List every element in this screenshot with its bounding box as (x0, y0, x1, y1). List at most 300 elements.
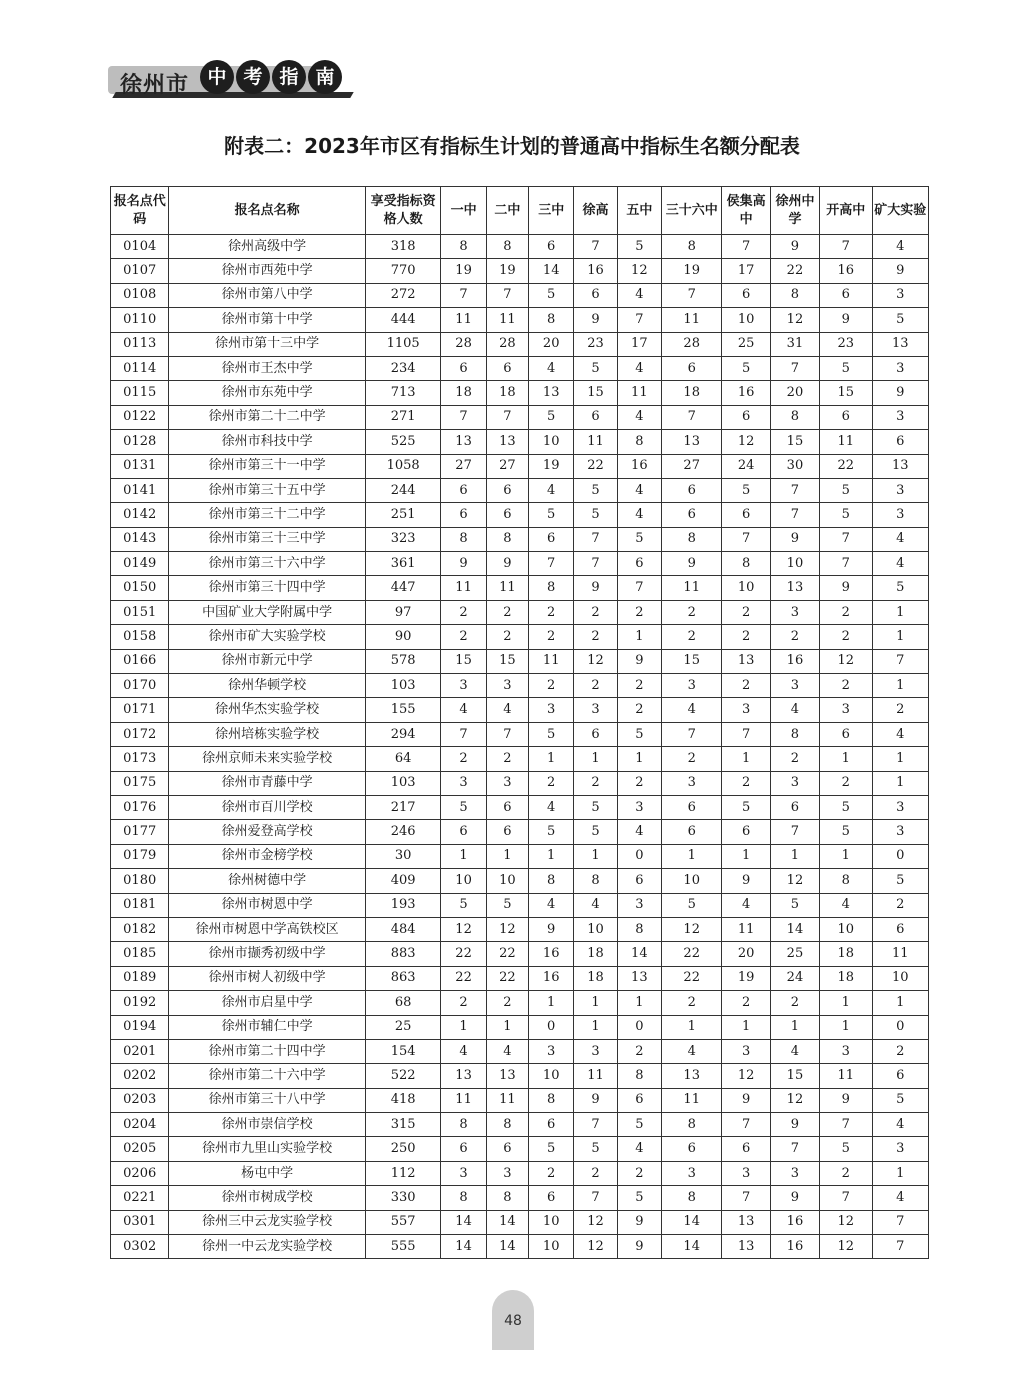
cell-school-name: 徐州华杰实验学校 (169, 698, 365, 722)
cell-quota: 1 (722, 1015, 770, 1039)
cell-quota: 9 (872, 381, 929, 405)
cell-quota: 6 (529, 235, 574, 259)
cell-quota: 18 (441, 381, 486, 405)
cell-quota: 3 (441, 771, 486, 795)
cell-quota: 15 (820, 381, 872, 405)
cell-quota: 4 (617, 405, 661, 429)
table-header-row (111, 187, 929, 235)
cell-quota: 1 (872, 600, 929, 624)
cell-quota: 1 (617, 991, 661, 1015)
cell-school-name: 徐州市第十三中学 (169, 332, 365, 356)
cell-code: 0182 (111, 917, 169, 941)
column-header: 三中 (529, 187, 574, 235)
cell-quota: 8 (617, 917, 661, 941)
cell-code: 0189 (111, 966, 169, 990)
cell-quota: 5 (820, 503, 872, 527)
cell-quota: 11 (661, 1088, 721, 1112)
cell-quota: 3 (872, 283, 929, 307)
cell-quota: 9 (820, 576, 872, 600)
cell-quota: 9 (770, 1113, 819, 1137)
cell-quota: 4 (529, 478, 574, 502)
cell-quota: 3 (770, 1161, 819, 1185)
cell-school-name: 徐州高级中学 (169, 235, 365, 259)
table-row (111, 893, 929, 917)
cell-quota: 10 (574, 917, 617, 941)
cell-quota: 1 (529, 844, 574, 868)
cell-quota: 18 (661, 381, 721, 405)
cell-quota: 6 (486, 478, 528, 502)
table-row (111, 747, 929, 771)
cell-quota: 11 (441, 308, 486, 332)
cell-quota: 19 (529, 454, 574, 478)
header-logo (108, 58, 358, 106)
cell-quota: 22 (441, 966, 486, 990)
column-header: 矿大实验 (872, 187, 929, 235)
table-row (111, 600, 929, 624)
cell-quota: 1 (722, 844, 770, 868)
cell-code: 0180 (111, 869, 169, 893)
cell-quota: 4 (770, 698, 819, 722)
table-row (111, 1186, 929, 1210)
cell-school-name: 徐州市撷秀初级中学 (169, 942, 365, 966)
cell-quota: 484 (365, 917, 441, 941)
cell-school-name: 徐州市东苑中学 (169, 381, 365, 405)
cell-quota: 13 (661, 1064, 721, 1088)
cell-quota: 2 (770, 991, 819, 1015)
table-row (111, 576, 929, 600)
cell-quota: 578 (365, 649, 441, 673)
cell-quota: 1058 (365, 454, 441, 478)
cell-school-name: 徐州市启星中学 (169, 991, 365, 1015)
cell-quota: 3 (529, 1039, 574, 1063)
cell-quota: 25 (722, 332, 770, 356)
cell-quota: 3 (441, 1161, 486, 1185)
cell-quota: 5 (574, 1137, 617, 1161)
column-header: 徐州中学 (770, 187, 819, 235)
cell-quota: 4 (872, 722, 929, 746)
cell-quota: 1 (872, 991, 929, 1015)
cell-quota: 22 (820, 454, 872, 478)
cell-quota: 11 (441, 1088, 486, 1112)
cell-code: 0175 (111, 771, 169, 795)
cell-quota: 1 (617, 625, 661, 649)
cell-school-name: 杨屯中学 (169, 1161, 365, 1185)
cell-quota: 4 (486, 698, 528, 722)
cell-quota: 6 (661, 820, 721, 844)
cell-quota: 3 (770, 771, 819, 795)
cell-quota: 8 (617, 430, 661, 454)
cell-code: 0128 (111, 430, 169, 454)
cell-quota: 7 (574, 1113, 617, 1137)
cell-quota: 13 (617, 966, 661, 990)
cell-quota: 1 (722, 747, 770, 771)
cell-quota: 1 (529, 747, 574, 771)
cell-quota: 2 (617, 1039, 661, 1063)
table-row (111, 966, 929, 990)
cell-quota: 1 (661, 844, 721, 868)
cell-quota: 3 (872, 478, 929, 502)
cell-quota: 4 (529, 356, 574, 380)
cell-quota: 4 (529, 795, 574, 819)
cell-quota: 11 (661, 308, 721, 332)
cell-code: 0150 (111, 576, 169, 600)
cell-quota: 2 (574, 771, 617, 795)
cell-quota: 5 (617, 722, 661, 746)
cell-quota: 10 (820, 917, 872, 941)
cell-code: 0221 (111, 1186, 169, 1210)
cell-quota: 2 (617, 600, 661, 624)
cell-quota: 7 (617, 576, 661, 600)
cell-quota: 6 (722, 503, 770, 527)
cell-quota: 2 (529, 600, 574, 624)
cell-quota: 863 (365, 966, 441, 990)
cell-quota: 3 (722, 698, 770, 722)
cell-school-name: 徐州市第二十六中学 (169, 1064, 365, 1088)
cell-quota: 1 (661, 1015, 721, 1039)
cell-quota: 7 (722, 722, 770, 746)
cell-quota: 8 (529, 1088, 574, 1112)
cell-quota: 18 (574, 942, 617, 966)
cell-quota: 4 (617, 820, 661, 844)
cell-school-name: 徐州市树恩中学 (169, 893, 365, 917)
logo-seal-char: 考 (236, 60, 270, 94)
cell-quota: 12 (770, 1088, 819, 1112)
cell-quota: 31 (770, 332, 819, 356)
cell-quota: 11 (486, 1088, 528, 1112)
cell-quota: 6 (441, 503, 486, 527)
cell-quota: 6 (661, 795, 721, 819)
table-row (111, 1064, 929, 1088)
cell-quota: 1 (486, 1015, 528, 1039)
cell-quota: 7 (661, 405, 721, 429)
cell-quota: 12 (820, 1235, 872, 1259)
cell-quota: 20 (722, 942, 770, 966)
cell-quota: 13 (661, 430, 721, 454)
cell-quota: 28 (486, 332, 528, 356)
cell-quota: 244 (365, 478, 441, 502)
cell-quota: 7 (441, 405, 486, 429)
cell-quota: 6 (661, 356, 721, 380)
cell-quota: 22 (441, 942, 486, 966)
cell-quota: 3 (872, 1137, 929, 1161)
column-header: 享受指标资格人数 (365, 187, 441, 235)
cell-quota: 0 (617, 1015, 661, 1039)
cell-quota: 2 (770, 747, 819, 771)
cell-quota: 18 (574, 966, 617, 990)
column-header: 二中 (486, 187, 528, 235)
cell-quota: 6 (441, 478, 486, 502)
cell-quota: 330 (365, 1186, 441, 1210)
cell-code: 0185 (111, 942, 169, 966)
cell-quota: 10 (722, 576, 770, 600)
cell-school-name: 徐州市第三十六中学 (169, 552, 365, 576)
cell-quota: 13 (722, 1210, 770, 1234)
cell-code: 0181 (111, 893, 169, 917)
cell-quota: 11 (820, 1064, 872, 1088)
cell-quota: 2 (820, 1161, 872, 1185)
cell-school-name: 徐州市第二十二中学 (169, 405, 365, 429)
table-row (111, 1088, 929, 1112)
cell-quota: 25 (365, 1015, 441, 1039)
cell-quota: 17 (722, 259, 770, 283)
cell-quota: 447 (365, 576, 441, 600)
cell-school-name: 徐州市金榜学校 (169, 844, 365, 868)
table-row (111, 430, 929, 454)
cell-quota: 7 (722, 527, 770, 551)
cell-quota: 15 (770, 1064, 819, 1088)
cell-quota: 2 (486, 991, 528, 1015)
cell-quota: 522 (365, 1064, 441, 1088)
cell-quota: 4 (617, 283, 661, 307)
table-body (111, 235, 929, 1259)
cell-code: 0131 (111, 454, 169, 478)
cell-quota: 5 (617, 527, 661, 551)
cell-quota: 2 (529, 674, 574, 698)
cell-quota: 2 (574, 1161, 617, 1185)
table-row (111, 552, 929, 576)
cell-quota: 6 (770, 795, 819, 819)
cell-quota: 6 (617, 552, 661, 576)
cell-quota: 1 (529, 991, 574, 1015)
table-row (111, 844, 929, 868)
cell-quota: 11 (661, 576, 721, 600)
cell-quota: 272 (365, 283, 441, 307)
cell-quota: 1 (574, 844, 617, 868)
cell-quota: 1 (770, 1015, 819, 1039)
cell-quota: 217 (365, 795, 441, 819)
cell-quota: 5 (574, 795, 617, 819)
cell-quota: 9 (574, 1088, 617, 1112)
cell-quota: 30 (365, 844, 441, 868)
cell-quota: 1 (820, 747, 872, 771)
cell-quota: 8 (661, 235, 721, 259)
cell-code: 0107 (111, 259, 169, 283)
cell-quota: 3 (722, 1161, 770, 1185)
cell-quota: 14 (661, 1210, 721, 1234)
cell-school-name: 徐州市第三十五中学 (169, 478, 365, 502)
cell-quota: 0 (617, 844, 661, 868)
cell-quota: 4 (820, 893, 872, 917)
cell-quota: 7 (574, 552, 617, 576)
cell-quota: 11 (617, 381, 661, 405)
cell-quota: 5 (872, 869, 929, 893)
cell-quota: 12 (661, 917, 721, 941)
cell-quota: 7 (574, 1186, 617, 1210)
cell-quota: 3 (820, 1039, 872, 1063)
cell-quota: 24 (770, 966, 819, 990)
table-row (111, 454, 929, 478)
cell-quota: 6 (574, 405, 617, 429)
cell-code: 0113 (111, 332, 169, 356)
cell-quota: 234 (365, 356, 441, 380)
cell-quota: 525 (365, 430, 441, 454)
cell-school-name: 徐州市第八中学 (169, 283, 365, 307)
cell-quota: 7 (722, 1113, 770, 1137)
table-row (111, 1039, 929, 1063)
cell-code: 0176 (111, 795, 169, 819)
cell-quota: 9 (661, 552, 721, 576)
cell-quota: 2 (722, 600, 770, 624)
cell-quota: 7 (770, 820, 819, 844)
cell-quota: 16 (722, 381, 770, 405)
cell-quota: 3 (486, 771, 528, 795)
logo-seal-char: 南 (308, 60, 342, 94)
cell-quota: 6 (661, 503, 721, 527)
column-header: 一中 (441, 187, 486, 235)
cell-quota: 8 (661, 527, 721, 551)
cell-quota: 6 (722, 283, 770, 307)
cell-quota: 10 (661, 869, 721, 893)
cell-code: 0206 (111, 1161, 169, 1185)
cell-quota: 2 (574, 625, 617, 649)
table-row (111, 308, 929, 332)
cell-quota: 3 (770, 600, 819, 624)
cell-code: 0141 (111, 478, 169, 502)
cell-quota: 3 (617, 795, 661, 819)
cell-quota: 5 (661, 893, 721, 917)
cell-quota: 10 (722, 308, 770, 332)
cell-quota: 7 (574, 235, 617, 259)
cell-quota: 361 (365, 552, 441, 576)
cell-quota: 1 (820, 1015, 872, 1039)
table-row (111, 478, 929, 502)
cell-quota: 5 (574, 356, 617, 380)
cell-quota: 8 (441, 527, 486, 551)
cell-quota: 23 (820, 332, 872, 356)
cell-quota: 6 (486, 503, 528, 527)
table-row (111, 820, 929, 844)
cell-quota: 6 (529, 527, 574, 551)
cell-quota: 1 (872, 625, 929, 649)
table-row (111, 991, 929, 1015)
cell-quota: 1 (574, 747, 617, 771)
cell-quota: 13 (441, 430, 486, 454)
table-row (111, 1015, 929, 1039)
cell-quota: 7 (820, 235, 872, 259)
cell-quota: 9 (617, 1235, 661, 1259)
cell-quota: 12 (441, 917, 486, 941)
table-row (111, 283, 929, 307)
cell-quota: 6 (617, 869, 661, 893)
cell-quota: 22 (486, 942, 528, 966)
cell-school-name: 徐州市青藤中学 (169, 771, 365, 795)
cell-school-name: 徐州爱登高学校 (169, 820, 365, 844)
cell-quota: 7 (770, 478, 819, 502)
cell-quota: 318 (365, 235, 441, 259)
cell-quota: 7 (820, 552, 872, 576)
cell-quota: 2 (872, 893, 929, 917)
cell-quota: 8 (820, 869, 872, 893)
cell-quota: 11 (486, 308, 528, 332)
cell-quota: 4 (617, 356, 661, 380)
cell-quota: 2 (872, 1039, 929, 1063)
cell-school-name: 徐州树德中学 (169, 869, 365, 893)
cell-quota: 16 (529, 966, 574, 990)
cell-quota: 2 (872, 698, 929, 722)
cell-school-name: 徐州京师未来实验学校 (169, 747, 365, 771)
cell-quota: 8 (529, 576, 574, 600)
cell-quota: 9 (770, 235, 819, 259)
cell-quota: 18 (820, 966, 872, 990)
cell-quota: 8 (661, 1186, 721, 1210)
cell-quota: 10 (529, 1235, 574, 1259)
cell-quota: 7 (574, 527, 617, 551)
cell-quota: 9 (574, 576, 617, 600)
cell-school-name: 徐州市辅仁中学 (169, 1015, 365, 1039)
cell-school-name: 徐州市百川学校 (169, 795, 365, 819)
table-row (111, 674, 929, 698)
cell-quota: 6 (820, 405, 872, 429)
cell-quota: 3 (722, 1039, 770, 1063)
cell-code: 0170 (111, 674, 169, 698)
cell-quota: 6 (529, 1186, 574, 1210)
cell-quota: 2 (529, 1161, 574, 1185)
cell-quota: 10 (529, 430, 574, 454)
cell-school-name: 徐州市王杰中学 (169, 356, 365, 380)
cell-quota: 6 (441, 820, 486, 844)
cell-quota: 103 (365, 771, 441, 795)
cell-quota: 6 (872, 917, 929, 941)
cell-quota: 30 (770, 454, 819, 478)
cell-quota: 2 (617, 1161, 661, 1185)
cell-quota: 6 (486, 356, 528, 380)
cell-quota: 557 (365, 1210, 441, 1234)
cell-quota: 193 (365, 893, 441, 917)
cell-code: 0104 (111, 235, 169, 259)
cell-code: 0151 (111, 600, 169, 624)
cell-quota: 6 (661, 478, 721, 502)
logo-seal-char: 指 (272, 60, 306, 94)
cell-quota: 6 (574, 722, 617, 746)
cell-quota: 25 (770, 942, 819, 966)
cell-quota: 9 (529, 917, 574, 941)
cell-quota: 2 (722, 991, 770, 1015)
cell-quota: 4 (486, 1039, 528, 1063)
cell-quota: 271 (365, 405, 441, 429)
cell-school-name: 徐州市第三十四中学 (169, 576, 365, 600)
cell-school-name: 徐州市科技中学 (169, 430, 365, 454)
cell-quota: 5 (820, 478, 872, 502)
cell-quota: 3 (872, 405, 929, 429)
table-row (111, 405, 929, 429)
cell-quota: 10 (441, 869, 486, 893)
cell-quota: 246 (365, 820, 441, 844)
cell-quota: 9 (722, 869, 770, 893)
cell-quota: 2 (529, 771, 574, 795)
cell-quota: 713 (365, 381, 441, 405)
cell-quota: 112 (365, 1161, 441, 1185)
cell-quota: 6 (872, 1064, 929, 1088)
cell-quota: 6 (617, 1088, 661, 1112)
table-row (111, 381, 929, 405)
cell-quota: 5 (574, 503, 617, 527)
cell-quota: 7 (770, 1137, 819, 1161)
page-number: 48 (492, 1290, 534, 1350)
cell-quota: 19 (486, 259, 528, 283)
cell-quota: 2 (617, 698, 661, 722)
cell-quota: 5 (872, 1088, 929, 1112)
cell-quota: 7 (770, 356, 819, 380)
cell-quota: 4 (872, 1186, 929, 1210)
cell-school-name: 徐州市树恩中学高铁校区 (169, 917, 365, 941)
table-row (111, 942, 929, 966)
cell-quota: 9 (820, 308, 872, 332)
cell-quota: 13 (722, 649, 770, 673)
cell-quota: 2 (574, 674, 617, 698)
cell-quota: 3 (872, 820, 929, 844)
cell-quota: 3 (770, 674, 819, 698)
cell-quota: 5 (872, 576, 929, 600)
